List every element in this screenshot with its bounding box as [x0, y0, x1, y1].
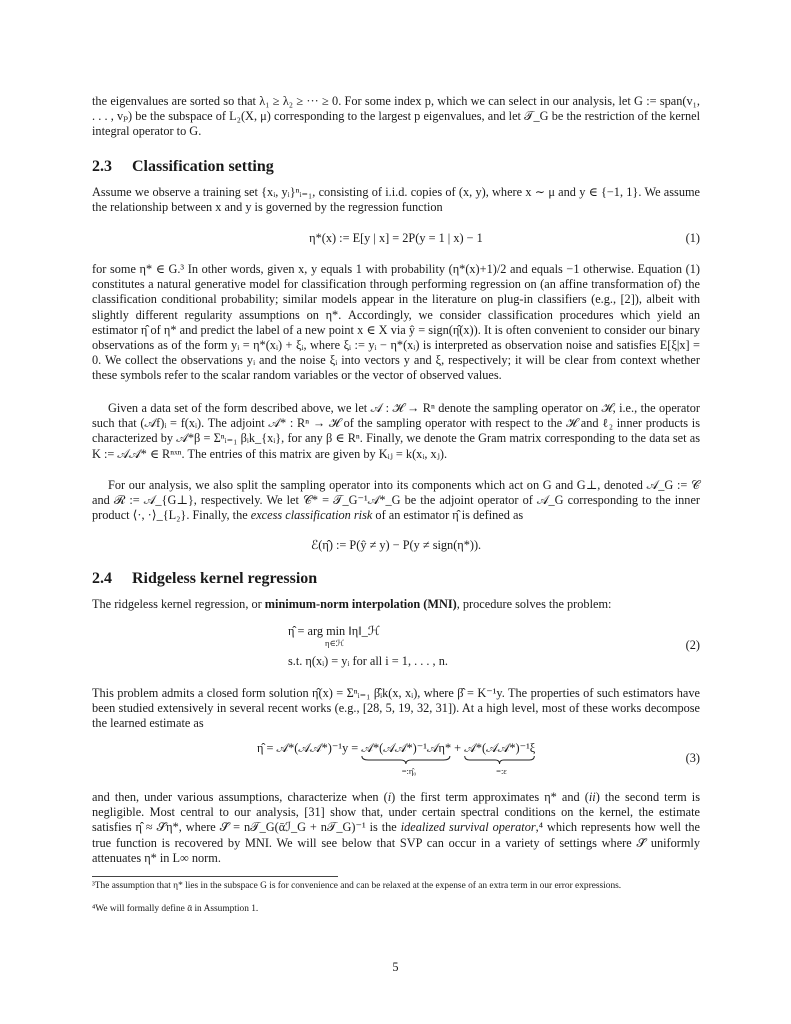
section-number: 2.3 [92, 158, 112, 175]
classification-paragraph-3: Given a data set of the form described above, we let 𝒜 : ℋ → Rⁿ denote the sampling operator on ℋ, i.e., the operator such that (𝒜f)ᵢ = f(xᵢ). The adjoint 𝒜* : Rⁿ → ℋ of the sampling operator with respect to the ℋ and ℓ₂ inner products is characterized by 𝒜*β = Σⁿᵢ₌₁ βᵢk_{xᵢ}, for any β ∈ Rⁿ. Finally, we denote the Gram matrix corresponding to the data set as K := 𝒜𝒜* ∈ Rⁿˣⁿ. The entries of this matrix are given by Kᵢⱼ = k(xᵢ, xⱼ). [92, 401, 700, 461]
equation-risk-body: ℰ(η̂) := P(ŷ ≠ y) − P(y ≠ sign(η*)). [310, 538, 482, 552]
underbrace-2-label: =:ε [496, 766, 507, 776]
equation-2 [92, 624, 700, 668]
paragraph-text: and then, under various assumptions, characterize when ( [92, 790, 388, 804]
equation-2-line-2: s.t. η(xᵢ) = yᵢ for all i = 1, . . . , n. [288, 654, 448, 668]
classification-paragraph-1: Assume we observe a training set {xᵢ, yᵢ}ⁿᵢ₌₁, consisting of i.i.d. copies of (x, y), where x ∼ μ and y ∈ {−1, 1}. We assume the relationship between x and y is governed by the regression function [92, 185, 700, 215]
underbrace-2 [464, 756, 535, 764]
mni-paragraph-3 [92, 790, 700, 866]
paragraph-text: of an estimator η̂ is defined as [372, 508, 524, 523]
paragraph-text: , procedure solves the problem: [456, 597, 612, 611]
underbrace-1-label: =:η̂₀ [401, 766, 417, 776]
term-2-text: 𝒜*(𝒜𝒜*)⁻¹ξ [464, 741, 536, 755]
equation-3-term-2 [464, 741, 536, 776]
footnote-rule [92, 876, 338, 877]
equation-3-lhs: η̂ = 𝒜*(𝒜𝒜*)⁻¹y = [257, 741, 362, 755]
footnote-4: ⁴We will formally define ᾱ in Assumption 1. [92, 904, 259, 914]
section-2-3-heading [92, 158, 274, 176]
equation-1 [92, 231, 700, 247]
equation-3-label: (3) [685, 751, 700, 765]
paragraph-text: ) the first term approximates η* and ( [391, 790, 589, 804]
underbrace-1 [361, 756, 451, 764]
equation-3 [92, 737, 700, 776]
paragraph-text: ) the second term is negligible. Most central to our analysis, [31] show that, under certain spectral conditions on the kernel, the estimate satisfies η̂ ≈ 𝒮̄η*, where 𝒮̄ = n𝒯_G(ᾱℐ_G + n𝒯_G)⁻¹ is the [92, 790, 700, 835]
equation-2-line-1: η̂ = arg min ‖η‖_ℋ [288, 624, 380, 638]
equation-3-term-1 [361, 741, 452, 776]
equation-1-body: η*(x) := E[y | x] = 2P(y = 1 | x) − 1 [309, 231, 483, 245]
section-2-4-heading [92, 570, 317, 588]
bold-term: minimum-norm interpolation (MNI) [264, 597, 457, 611]
intro-paragraph: the eigenvalues are sorted so that λ₁ ≥ λ₂ ≥ ··· ≥ 0. For some index p, which we can select in our analysis, let G := span(v₁, . . . , vₚ) be the subspace of L₂(X, μ) corresponding to the largest p eigenvalues, and let 𝒯_G be the restriction of the kernel integral operator to G. [92, 94, 700, 139]
section-title: Classification setting [132, 158, 274, 175]
footnote-3: ³The assumption that η* lies in the subspace G is for convenience and can be relaxed at the expense of an extra term in our error expressions. [92, 881, 622, 891]
equation-1-label: (1) [685, 231, 700, 245]
roman-numeral: ii [588, 790, 596, 804]
paragraph-text: ,⁴ which represents how well the true function is recovered by MNI. We will see below that SVP can occur in a variety of settings where 𝒮̄ uniformly attenuates η* in L∞ norm. [92, 820, 700, 865]
section-title: Ridgeless kernel regression [132, 570, 318, 587]
emphasis-term: excess classification risk [250, 508, 373, 523]
equation-2-label: (2) [685, 638, 700, 652]
roman-numeral: i [387, 790, 392, 804]
equation-3-body [257, 741, 536, 776]
paragraph-text: For our analysis, we also split the sampling operator into its components which act on G and G⊥, denoted 𝒜_G := 𝒞 and ℛ := 𝒜_{G⊥}, respectively. We let 𝒞* = 𝒯_G⁻¹𝒜*_G be the adjoint operator of 𝒜_G corresponding to the inner product ⟨·, ·⟩_{L₂}. Finally, the [92, 478, 700, 523]
equation-2-subscript: η∈ℋ [325, 638, 345, 648]
mni-paragraph-1 [92, 597, 700, 612]
emphasis-term: idealized survival operator [400, 820, 536, 835]
classification-paragraph-2: for some η* ∈ G.³ In other words, given x, y equals 1 with probability (η*(x)+1)/2 and equals −1 otherwise. Equation (1) constitutes a natural generative model for classification through performing regression on (an affine transformation of) the classification conditional probability; similar models appear in the literature on plug-in classifiers (e.g., [2]), albeit with slightly different regularity assumptions on η*. Accordingly, we consider classification procedures which yield an estimator η̂ of η* and predict the label of a new point x ∈ X via ŷ = sign(η̂(x)). It is often convenient to consider our binary observations as of the form yᵢ = η*(xᵢ) + ξᵢ, where ξᵢ := yᵢ − η*(xᵢ) is interpreted as observation noise and satisfies E[ξ|x] = 0. We collect the observations yᵢ and the noise ξᵢ into vectors y and ξ, respectively; it will be clear from context whether these symbols refer to the scalar random variables or the vector of observed values. [92, 262, 700, 383]
term-1-text: 𝒜*(𝒜𝒜*)⁻¹𝒜η* [361, 741, 452, 755]
section-number: 2.4 [92, 570, 112, 587]
classification-paragraph-4 [92, 478, 700, 524]
page-number: 5 [392, 960, 399, 974]
paragraph-text: The ridgeless kernel regression, or [92, 597, 265, 611]
equation-risk [92, 538, 700, 554]
mni-paragraph-2: This problem admits a closed form solution η̂(x) = Σⁿᵢ₌₁ β̂ᵢk(x, xᵢ), where β̂ = K⁻¹y. The properties of such estimators have been studied extensively in several recent works (e.g., [28, 5, 19, 32, 31]). At a high level, most of these works decompose the learned estimate as [92, 686, 700, 731]
equation-3-plus: + [451, 741, 465, 755]
